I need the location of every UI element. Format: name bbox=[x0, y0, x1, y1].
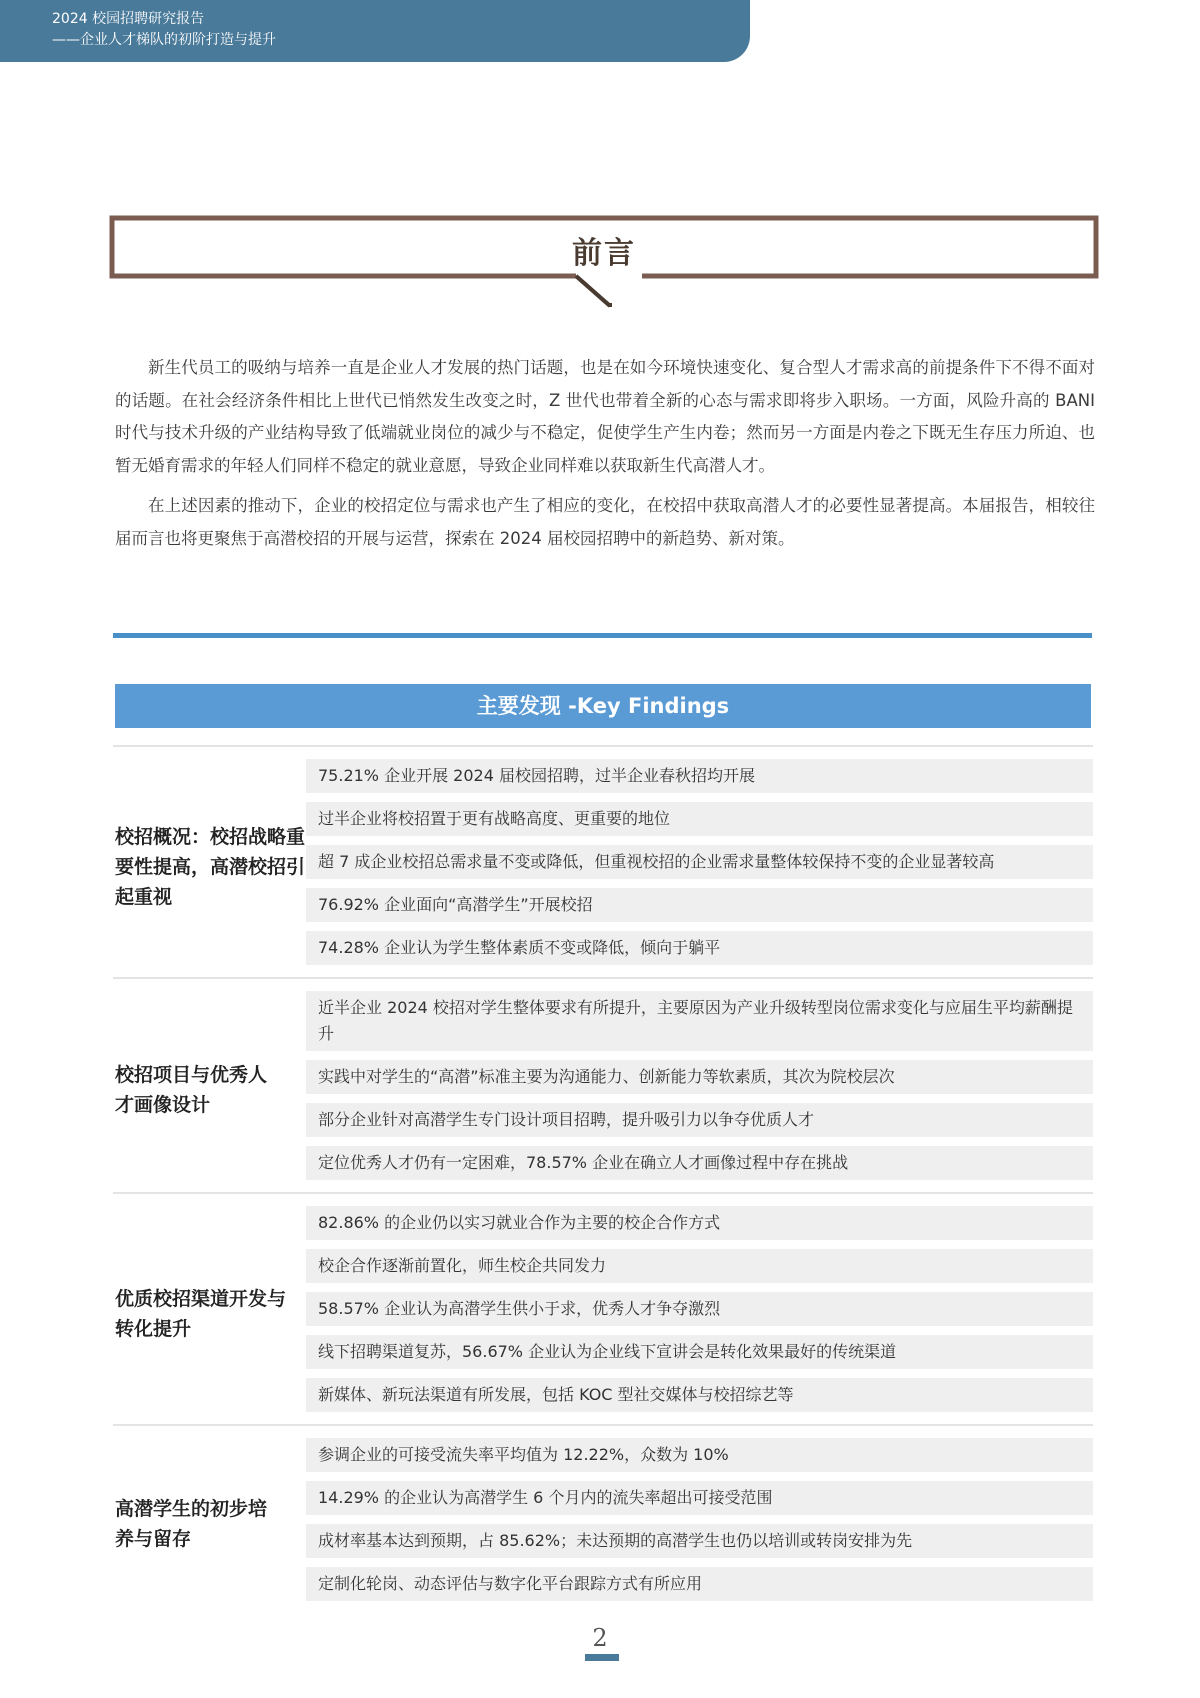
finding-group-title: 高潜学生的初步培养与留存 bbox=[115, 1498, 268, 1550]
finding-item: 定制化轮岗、动态评估与数字化平台跟踪方式有所应用 bbox=[306, 1567, 1093, 1601]
section-divider bbox=[113, 633, 1092, 638]
finding-group-title: 校招项目与优秀人才画像设计 bbox=[115, 1064, 268, 1116]
preface-paragraph: 在上述因素的推动下，企业的校招定位与需求也产生了相应的变化，在校招中获取高潜人才的必要性显著提高。本届报告，相较往届而言也将更聚焦于高潜校招的开展与运营，探索在 2024 届校园招聘中的新趋势、新对策。 bbox=[115, 496, 1095, 548]
finding-item: 线下招聘渠道复苏，56.67% 企业认为企业线下宣讲会是转化效果最好的传统渠道 bbox=[306, 1335, 1093, 1369]
finding-item: 校企合作逐渐前置化，师生校企共同发力 bbox=[306, 1249, 1093, 1283]
finding-group bbox=[113, 745, 1093, 977]
finding-group bbox=[113, 977, 1093, 1192]
finding-item: 14.29% 的企业认为高潜学生 6 个月内的流失率超出可接受范围 bbox=[306, 1481, 1093, 1515]
finding-item: 58.57% 企业认为高潜学生供小于求，优秀人才争夺激烈 bbox=[306, 1292, 1093, 1326]
finding-item: 成材率基本达到预期，占 85.62%；未达预期的高潜学生也仍以培训或转岗安排为先 bbox=[306, 1524, 1093, 1558]
finding-item: 76.92% 企业面向“高潜学生”开展校招 bbox=[306, 888, 1093, 922]
key-findings-header: 主要发现 -Key Findings bbox=[115, 684, 1091, 728]
report-title: 2024 校园招聘研究报告 bbox=[52, 11, 205, 27]
page-number-underline bbox=[585, 1654, 619, 1661]
report-subtitle: ——企业人才梯队的初阶打造与提升 bbox=[52, 32, 276, 48]
page-number: 2 bbox=[592, 1624, 608, 1652]
finding-item: 参调企业的可接受流失率平均值为 12.22%，众数为 10% bbox=[306, 1438, 1093, 1472]
finding-item: 定位优秀人才仍有一定困难，78.57% 企业在确立人才画像过程中存在挑战 bbox=[306, 1146, 1093, 1180]
finding-group-title: 优质校招渠道开发与转化提升 bbox=[115, 1287, 287, 1340]
finding-item: 74.28% 企业认为学生整体素质不变或降低，倾向于躺平 bbox=[306, 931, 1093, 965]
finding-item: 过半企业将校招置于更有战略高度、更重要的地位 bbox=[306, 802, 1093, 836]
preface-body bbox=[115, 352, 1095, 563]
finding-item: 75.21% 企业开展 2024 届校园招聘，过半企业春秋招均开展 bbox=[306, 759, 1093, 793]
finding-item: 新媒体、新玩法渠道有所发展，包括 KOC 型社交媒体与校招综艺等 bbox=[306, 1378, 1093, 1412]
finding-group bbox=[113, 1192, 1093, 1424]
finding-item: 实践中对学生的“高潜”标准主要为沟通能力、创新能力等软素质，其次为院校层次 bbox=[306, 1060, 1093, 1094]
finding-item: 82.86% 的企业仍以实习就业合作为主要的校企合作方式 bbox=[306, 1206, 1093, 1240]
finding-group-title: 校招概况：校招战略重要性提高，高潜校招引起重视 bbox=[115, 825, 306, 908]
preface-paragraph: 新生代员工的吸纳与培养一直是企业人才发展的热门话题，也是在如今环境快速变化、复合型人才需求高的前提条件下不得不面对的话题。在社会经济条件相比上世代已悄然发生改变之时，Z 世代也带着全新的心态与需求即将步入职场。一方面，风险升高的 BANI 时代与技术升级的产业结构导致了低端就业岗位的减少与不稳定，促使学生产生内卷；然而另一方面是内卷之下既无生存压力所迫、也暂无婚育需求的年轻人们同样不稳定的就业意愿，导致企业同样难以获取新生代高潜人才。 bbox=[115, 358, 1095, 475]
finding-item: 部分企业针对高潜学生专门设计项目招聘，提升吸引力以争夺优质人才 bbox=[306, 1103, 1093, 1137]
preface-title-frame bbox=[112, 218, 1096, 280]
report-header bbox=[0, 0, 750, 62]
finding-item: 近半企业 2024 校招对学生整体要求有所提升，主要原因为产业升级转型岗位需求变化与应届生平均薪酬提升 bbox=[306, 991, 1093, 1051]
finding-item: 超 7 成企业校招总需求量不变或降低，但重视校招的企业需求量整体较保持不变的企业显著较高 bbox=[306, 845, 1093, 879]
finding-group bbox=[113, 1424, 1093, 1613]
preface-title: 前言 bbox=[572, 236, 636, 271]
key-findings-table bbox=[113, 745, 1093, 1613]
